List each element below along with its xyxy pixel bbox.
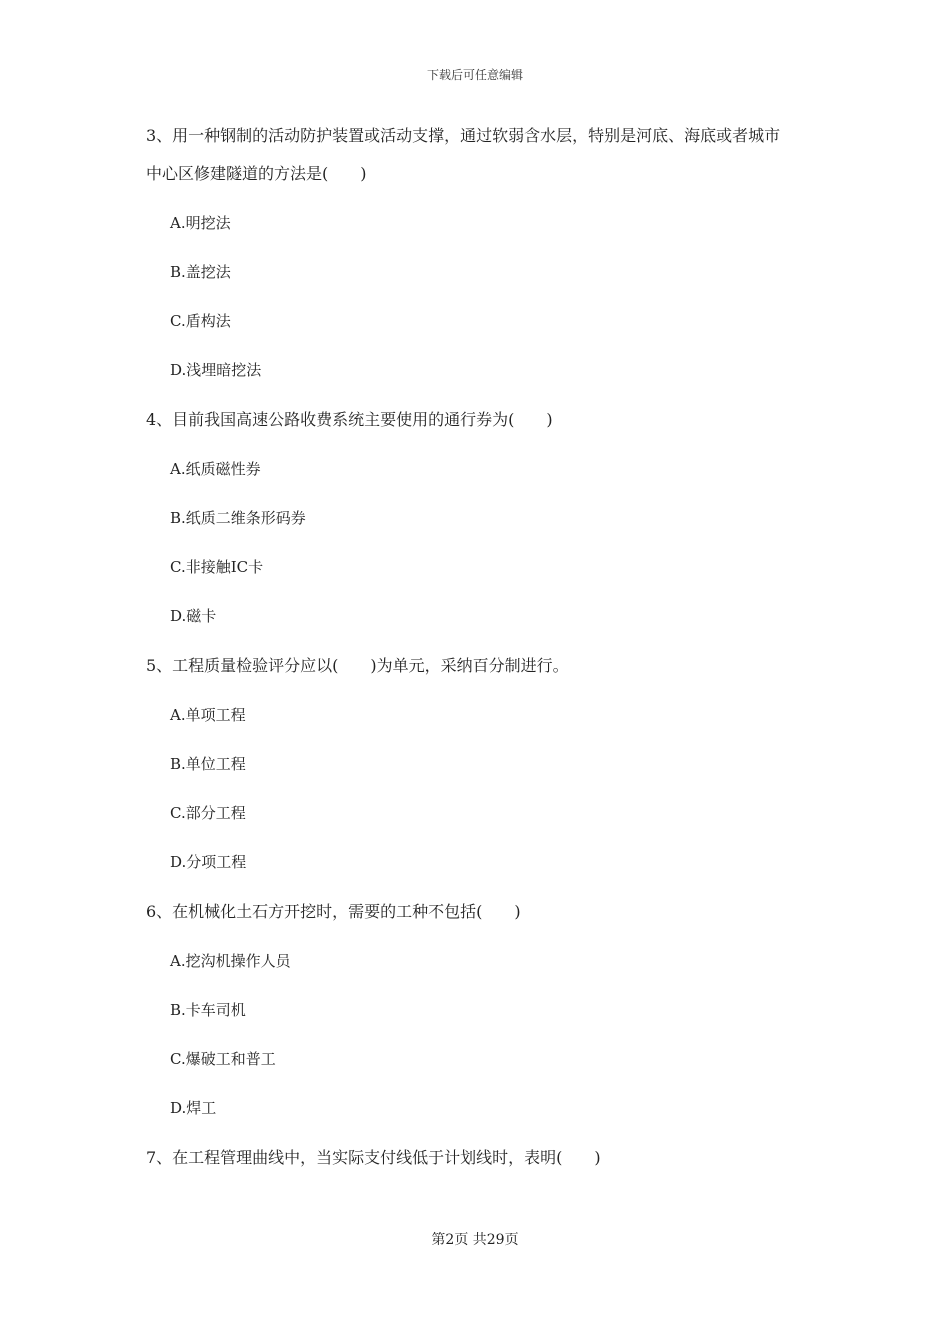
question-4-option-c: C.非接触IC卡 [170,558,264,576]
question-3-option-d: D.浅埋暗挖法 [170,361,262,379]
question-5-option-c: C.部分工程 [170,804,246,822]
question-5-option-b: B.单位工程 [170,755,246,773]
question-5-option-a: A.单项工程 [170,706,246,724]
question-5-line-1: 5、工程质量检验评分应以( )为单元，采纳百分制进行。 [146,656,569,675]
question-3-option-b: B.盖挖法 [170,263,231,281]
question-4-option-d: D.磁卡 [170,607,217,625]
question-6-option-b: B.卡车司机 [170,1001,246,1019]
question-7-line-1: 7、在工程管理曲线中，当实际支付线低于计划线时，表明( ) [146,1148,601,1167]
page-header: 下载后可任意编辑 [426,68,523,82]
question-4-option-b: B.纸质二维条形码券 [170,509,306,527]
question-6-line-1: 6、在机械化土石方开挖时，需要的工种不包括( ) [146,902,521,921]
question-4-line-1: 4、目前我国高速公路收费系统主要使用的通行券为( ) [146,410,553,429]
question-3-option-a: A.明挖法 [170,214,231,232]
question-4-option-a: A.纸质磁性券 [170,460,261,478]
page-footer: 第2页 共29页 [431,1232,519,1248]
question-3-line-1: 3、用一种钢制的活动防护装置或活动支撑，通过软弱含水层，特别是河底、海底或者城市 [146,126,781,145]
question-3-option-c: C.盾构法 [170,312,231,330]
question-6-option-a: A.挖沟机操作人员 [170,952,291,970]
question-5-option-d: D.分项工程 [170,853,247,871]
question-6-option-c: C.爆破工和普工 [170,1050,276,1068]
question-3-line-2: 中心区修建隧道的方法是( ) [146,164,367,183]
question-6-option-d: D.焊工 [170,1099,217,1117]
